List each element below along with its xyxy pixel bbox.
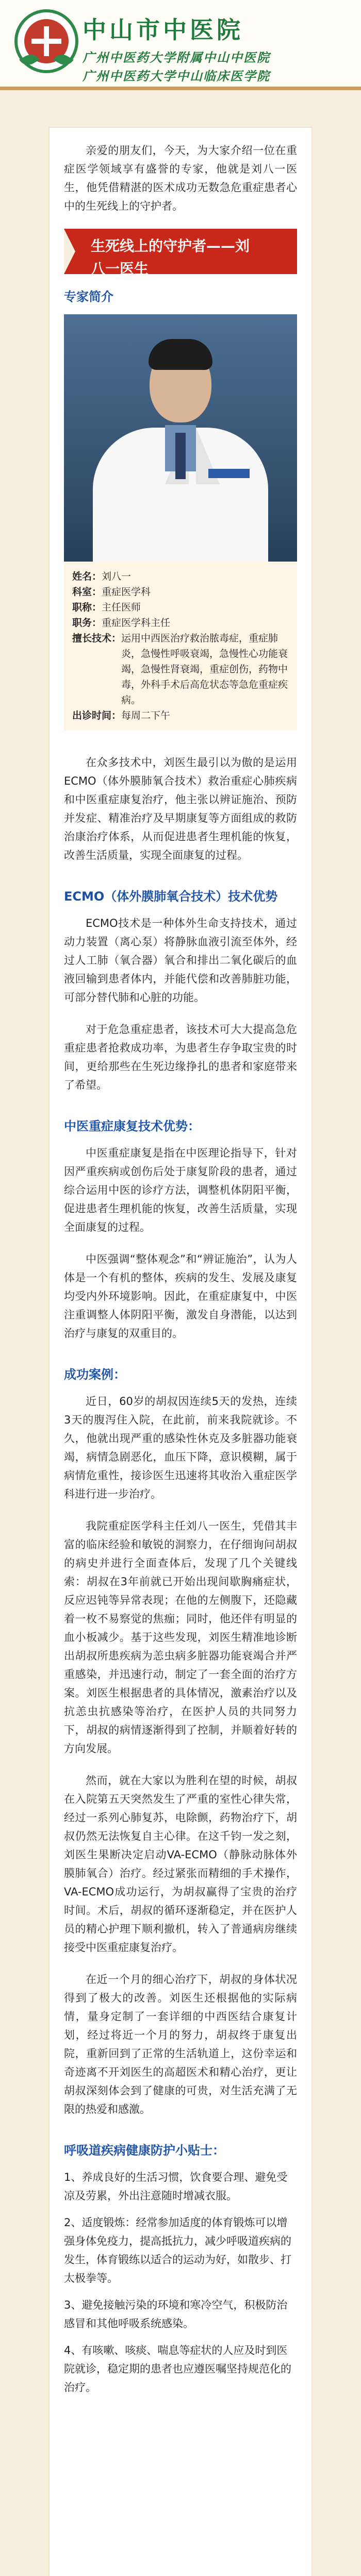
title-label: 职称： <box>72 602 102 613</box>
header-divider <box>0 87 361 90</box>
tip-item: 3、避免接触污染的环境和寒冷空气，积极防治感冒和其他呼吸系统感染。 <box>64 2299 288 2330</box>
info-row-clinic <box>72 708 290 723</box>
tip-item: 2、适度锻炼：经常参加适度的体育锻炼可以增强身体免疫力，提高抵抗力，减少呼吸道疾病的发生，体育锻练以适合的运动为好，如散步、打太极拳等。 <box>64 2216 291 2284</box>
clinic-value: 每周二下午 <box>121 710 171 721</box>
name-label: 姓名： <box>72 571 102 582</box>
ecmo-paragraph-2: 对于危急重症患者，该技术可大大提高急危重症患者抢救成功率，为患者生存争取宝贵的时间，更给那些在生死边缘挣扎的患者和家庭带来了希望。 <box>64 1023 297 1091</box>
rehab-paragraph-2: 中医强调“整体观念”和“辨证施治”，认为人体是一个有机的整体，疾病的发生、发展及康复均受内外环境影响。因此，在重症康复中，中医注重调整人体阴阳平衡，激发自身潜能，以达到治疗与康复的双重目的。 <box>64 1253 297 1340</box>
rehab-heading: 中医重症康复技术优势： <box>64 1119 200 1133</box>
position-value: 重症医学科主任 <box>102 617 171 629</box>
banner-line-2: 八一医生 <box>91 260 149 277</box>
clinic-label: 出诊时间： <box>72 710 122 721</box>
name-value: 刘八一 <box>102 571 132 582</box>
case-paragraph-3: 然而，就在大家以为胜利在望的时候，胡叔在入院第五天突然发生了严重的室性心律失常，经过一系列心肺复苏，电除颤，药物治疗下，胡叔仍然无法恢复自主心律。在这千钧一发之刻，刘医生果断决定启动VA-ECMO（静脉动脉体外膜肺氧合）治疗。经过紧张而精细的手术操作，VA-ECMO成功运行，为胡叔赢得了宝贵的治疗时间。术后，胡叔的循环逐渐稳定，并在医护人员的精心护理下顺利撤机，转入了普通病房继续接受中医重症康复治疗。 <box>64 1774 297 1954</box>
profile-info-box <box>64 562 297 731</box>
tip-item: 4、有咳嗽、咳痰、喘息等症状的人应及时到医院就诊，稳定期的患者也应遵医嘱坚持规范化的治疗。 <box>64 2344 291 2394</box>
hospital-logo <box>14 9 78 73</box>
dept-label: 科室： <box>72 586 102 598</box>
position-label: 职务： <box>72 617 102 629</box>
hospital-subtitle-1: 广州中医药大学附属中山中医院 <box>83 50 270 65</box>
title-banner <box>64 229 297 277</box>
case-paragraph-2: 我院重症医学科主任刘八一医生，凭借其丰富的临床经验和敏锐的洞察力，在仔细询问胡叔的病史并进行全面查体后，发现了几个关键线索：胡叔在3年前就已开始出现间歇胸痛症状，反应迟钝等异常表现；在他的左侧腹下，还隐藏着一枚不易察觉的焦痂；同时，他还伴有明显的血小板减少。基于这些发现，刘医生精准地诊断出胡叔所患疾病为恙虫病多脏器功能衰竭合并严重感染，并迅速行动，制定了一套全面的治疗方案。刘医生根据患者的具体情况，激素治疗以及抗恙虫抗感染等治疗，在医护人员的共同努力下，胡叔的病情逐渐得到了控制，并顺着好转的方向发展。 <box>64 1520 297 1755</box>
profile-heading: 专家简介 <box>64 290 113 304</box>
specialty-label: 擅长技术： <box>72 633 122 644</box>
hospital-name: 中山市中医院 <box>83 16 243 44</box>
title-value: 主任医师 <box>102 602 141 613</box>
tip-item: 1、养成良好的生活习惯，饮食要合理、避免受凉及劳累，外出注意随时增减衣服。 <box>64 2171 288 2202</box>
rehab-paragraph-1: 中医重症康复是指在中医理论指导下，针对因严重疾病或创伤后处于康复阶段的患者，通过综合运用中医的诊疗方法，调整机体阴阳平衡，促进患者生理机能的恢复，改善生活质量，实现全面康复的过程。 <box>64 1147 297 1233</box>
article-card <box>50 128 311 2576</box>
doctor-portrait <box>64 314 297 562</box>
case-paragraph-4: 在近一个月的细心治疗下，胡叔的身体状况得到了极大的改善。刘医生还根据他的实际病情，量身定制了一套详细的中西医结合康复计划，经过将近一个月的努力，胡叔终于康复出院，重新回到了正常的生活轨道上，这份幸运和奇迹离不开刘医生的高超医术和精心治疗，更让胡叔深刻体会到了健康的可贵，对生活充满了无限的热爱和感激。 <box>64 1973 297 2115</box>
banner-line-1: 生死线上的守护者——刘 <box>91 238 250 255</box>
ecmo-heading: ECMO（体外膜肺氧合技术）技术优势 <box>64 889 278 904</box>
info-row-specialty <box>72 631 290 708</box>
info-row-position <box>72 615 290 631</box>
dept-value: 重症医学科 <box>102 586 151 598</box>
hospital-subtitle-2: 广州中医药大学中山临床医学院 <box>83 69 270 83</box>
technique-paragraph: 在众多技术中，刘医生最引以为傲的是运用ECMO（体外膜肺氧合技术）救治重症心肺疾病和中医重症康复治疗，他主张以辨证施治、预防并发症、精准治疗及早期康复等方面组成的救防治康治疗体系，从而促进患者生理机能的恢复，改善生活质量，实现全面康复的过程。 <box>64 756 297 861</box>
case-heading: 成功案例： <box>64 1367 126 1382</box>
info-row-dept <box>72 584 290 600</box>
hospital-header <box>0 0 361 90</box>
tips-heading: 呼吸道疾病健康防护小贴士： <box>64 2143 225 2158</box>
case-paragraph-1: 近日，60岁的胡叔因连续5天的发热，连续3天的腹泻住入院，在此前，前来我院就诊。不久，他就出现严重的感染性休克及多脏器功能衰竭，病情急剧恶化，血压下降，意识模糊，属于病情危重性，接诊医生迅速将其收治入重症医学科进行进一步治疗。 <box>64 1395 297 1500</box>
ecmo-paragraph-1: ECMO技术是一种体外生命支持技术，通过动力装置（离心泵）将静脉血液引流至体外，经过人工肺（氧合器）氧合和排出二氧化碳后的血液回输到患者体内，并能代偿和改善肺脏功能，可部分替代肺和心脏的功能。 <box>64 917 297 1004</box>
info-row-name <box>72 569 290 584</box>
specialty-value: 运用中西医治疗救治脓毒症，重症肺炎，急慢性呼吸衰竭，急慢性心功能衰竭，急慢性肾衰竭，重症创伤，药物中毒，外科手术后高危状态等急危重症疾病。 <box>121 633 288 706</box>
info-row-title <box>72 600 290 615</box>
intro-paragraph: 亲爱的朋友们，今天，为大家介绍一位在重症医学领域享有盛誉的专家，他就是刘八一医生，他凭借精湛的医术成功无数急危重症患者心中的生死线上的守护者。 <box>64 144 297 212</box>
